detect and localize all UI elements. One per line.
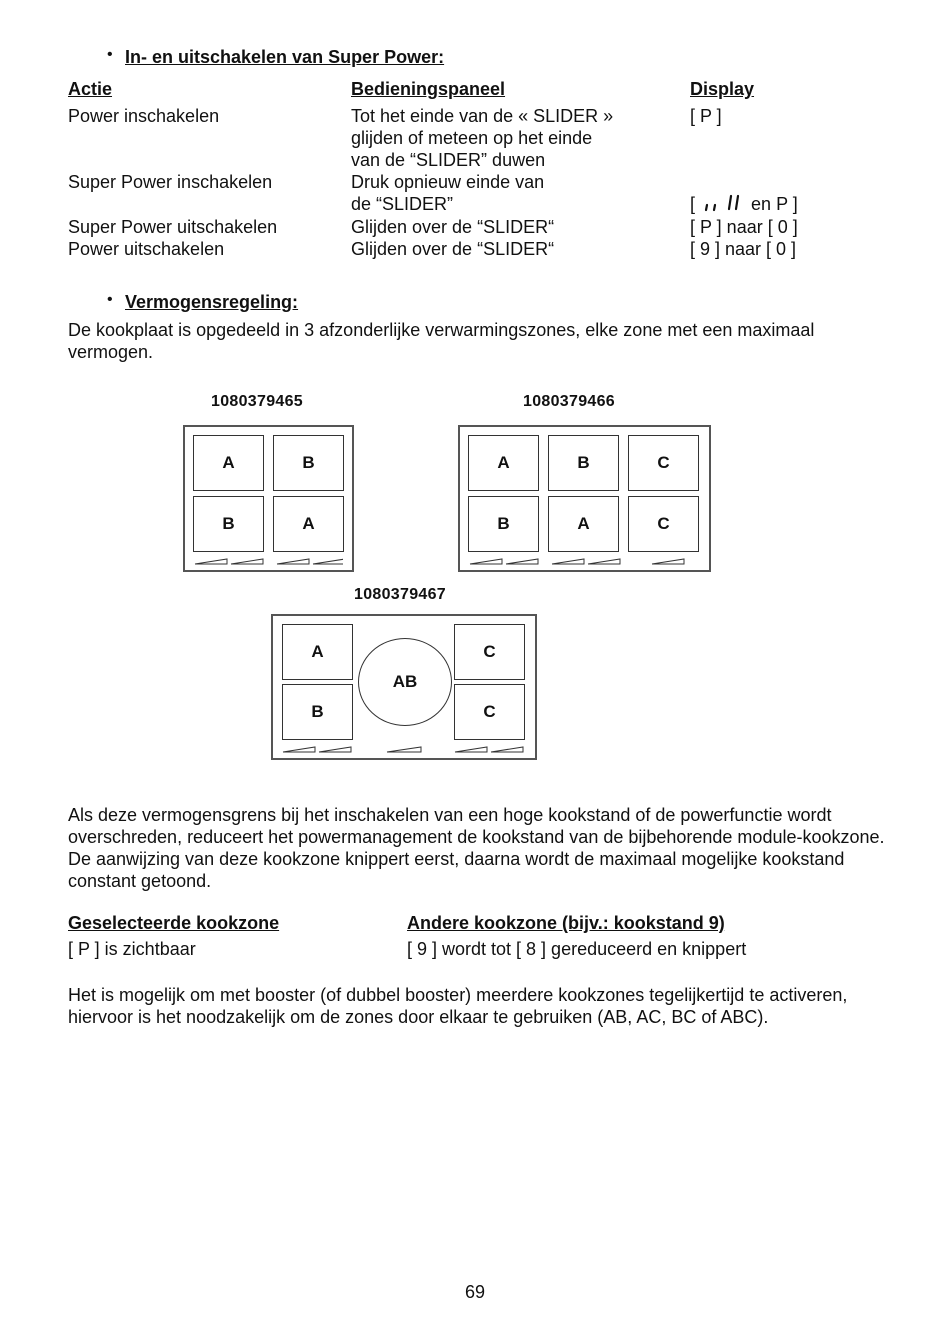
zone-c: C [628,435,699,491]
slider-marks [468,558,700,566]
other-zone-value: [ 9 ] wordt tot [ 8 ] gereduceerd en knippert [407,939,747,959]
row3-panel: Glijden over de “SLIDER“ [351,217,555,237]
row2-panel-line2: de “SLIDER” [351,194,454,214]
bullet-dot: • [107,291,113,308]
zone-a: A [548,496,619,552]
hob-diagram-3 [271,614,537,760]
bullet-dot: • [107,46,113,63]
selected-zone-value: [ P ] is zichtbaar [68,939,196,959]
zone-a: A [468,435,539,491]
row1-panel-line1: Tot het einde van de « SLIDER » [351,106,614,126]
header-actie: Actie [68,79,113,99]
row2-panel-line1: Druk opnieuw einde van [351,172,545,192]
row1-display: [ P ] [690,106,722,126]
row1-panel-line3: van de “SLIDER” duwen [351,150,546,170]
booster-paragraph: Het is mogelijk om met booster (of dubbel booster) meerdere kookzones tegelijkertijd te activeren, hiervoor is het noodzakelijk om de zones door elkaar te gebruiken (AB, AC, BC of ABC). [68,985,848,1027]
slider-marks [193,558,343,566]
page-number: 69 [464,1282,486,1302]
diagram1-label: 1080379465 [211,393,303,410]
header-bedieningspaneel: Bedieningspaneel [351,79,506,99]
row3-display: [ P ] naar [ 0 ] [690,217,798,237]
hob-diagram-2 [458,425,711,572]
row2-display-suffix: en P ] [751,194,798,214]
zone-ab-round: AB [358,638,452,726]
zone-c: C [454,624,525,680]
section-title-vermogensregeling: Vermogensregeling: [125,292,299,312]
zone-b: B [468,496,539,552]
row1-panel-line2: glijden of meteen op het einde [351,128,593,148]
slider-marks [281,746,527,754]
diagram3-label: 1080379467 [354,586,446,603]
section2-intro: De kookplaat is opgedeeld in 3 afzonderlijke verwarmingszones, elke zone met een maximaal vermogen. [68,320,815,362]
row2-display [690,193,798,215]
row3-action: Super Power uitschakelen [68,217,278,237]
zone-b: B [193,496,264,552]
header-display: Display [690,79,755,99]
power-management-paragraph: Als deze vermogensgrens bij het inschakelen van een hoge kookstand of de powerfunctie wordt overschreden, reduceert het powermanagement de kookstand van de bijbehorende module-kookzone. De aanwijzing van deze kookzone knippert eerst, daarna wordt de maximaal mogelijke kookstand constant getoond. [68,805,885,891]
diagram2-label: 1080379466 [523,393,615,410]
zone-a: A [282,624,353,680]
zone-c: C [454,684,525,740]
zone-b: B [282,684,353,740]
row1-action: Power inschakelen [68,106,220,126]
row4-panel: Glijden over de “SLIDER“ [351,239,555,259]
row4-display: [ 9 ] naar [ 0 ] [690,239,797,259]
header-andere-kookzone: Andere kookzone (bijv.: kookstand 9) [407,913,725,933]
row2-display-prefix: [ [690,194,696,214]
row2-action: Super Power inschakelen [68,172,273,192]
section-title-super-power: In- en uitschakelen van Super Power: [125,47,445,67]
zone-b: B [273,435,344,491]
row4-action: Power uitschakelen [68,239,225,259]
header-geselecteerde-kookzone: Geselecteerde kookzone [68,913,280,933]
zone-b: B [548,435,619,491]
zone-a: A [273,496,344,552]
super-power-segment-icon [701,194,745,212]
hob-diagram-1 [183,425,354,572]
zone-c: C [628,496,699,552]
zone-a: A [193,435,264,491]
